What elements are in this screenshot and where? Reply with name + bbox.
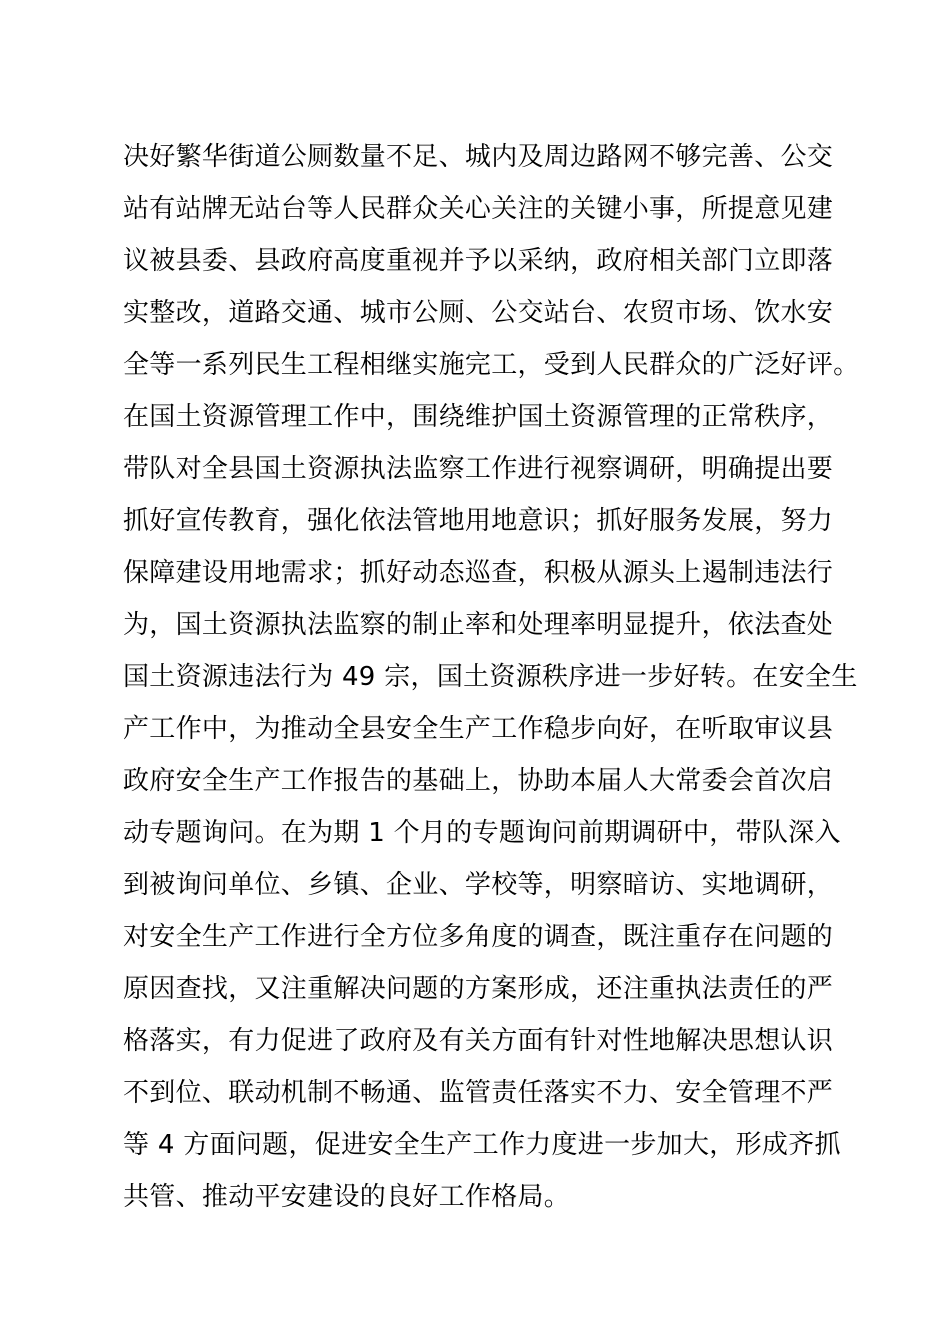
text-line: 全等一系列民生工程相继实施完工，受到人民群众的广泛好评。 <box>123 350 860 380</box>
text-line: 站有站牌无站台等人民群众关心关注的关键小事，所提意见建 <box>123 194 834 224</box>
text-line: 产工作中，为推动全县安全生产工作稳步向好，在听取审议县 <box>123 714 834 744</box>
text-line: 实整改，道路交通、城市公厕、公交站台、农贸市场、饮水安 <box>123 298 834 328</box>
text-line: 国土资源违法行为 49 宗，国土资源秩序进一步好转。在安全生 <box>123 662 858 692</box>
text-line: 保障建设用地需求；抓好动态巡查，积极从源头上遏制违法行 <box>123 558 834 588</box>
text-line: 原因查找，又注重解决问题的方案形成，还注重执法责任的严 <box>123 974 834 1004</box>
text-line: 共管、推动平安建设的良好工作格局。 <box>123 1182 571 1212</box>
text-line: 对安全生产工作进行全方位多角度的调查，既注重存在问题的 <box>123 922 834 952</box>
text-line: 格落实，有力促进了政府及有关方面有针对性地解决思想认识 <box>123 1026 834 1056</box>
text-line: 到被询问单位、乡镇、企业、学校等，明察暗访、实地调研， <box>123 870 834 900</box>
text-line: 议被县委、县政府高度重视并予以采纳，政府相关部门立即落 <box>123 246 834 276</box>
text-line: 带队对全县国土资源执法监察工作进行视察调研，明确提出要 <box>123 454 834 484</box>
text-line: 为，国土资源执法监察的制止率和处理率明显提升，依法查处 <box>123 610 834 640</box>
text-line: 等 4 方面问题，促进安全生产工作力度进一步加大，形成齐抓 <box>123 1130 841 1160</box>
text-line: 不到位、联动机制不畅通、监管责任落实不力、安全管理不严 <box>123 1078 834 1108</box>
text-line: 动专题询问。在为期 1 个月的专题询问前期调研中，带队深入 <box>123 818 841 848</box>
text-line: 政府安全生产工作报告的基础上，协助本届人大常委会首次启 <box>123 766 834 796</box>
body-text <box>123 131 863 1223</box>
text-line: 抓好宣传教育，强化依法管地用地意识；抓好服务发展，努力 <box>123 506 834 536</box>
text-line: 决好繁华街道公厕数量不足、城内及周边路网不够完善、公交 <box>123 142 834 172</box>
text-line: 在国土资源管理工作中，围绕维护国土资源管理的正常秩序， <box>123 402 834 432</box>
